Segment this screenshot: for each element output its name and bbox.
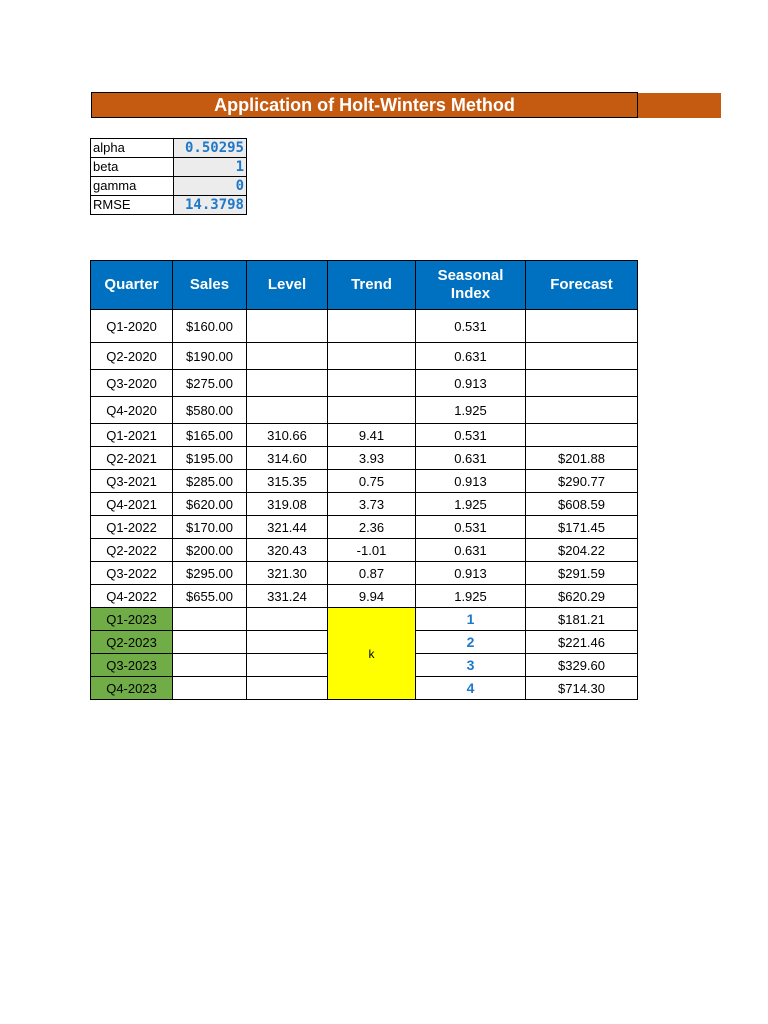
header-trend[interactable]: Trend [328, 261, 416, 310]
forecast-cell[interactable]: $204.22 [526, 539, 638, 562]
table-row [91, 585, 638, 608]
quarter-cell[interactable]: Q4-2020 [91, 397, 173, 424]
table-row [91, 397, 638, 424]
level-cell[interactable]: 321.30 [247, 562, 328, 585]
level-cell[interactable]: 314.60 [247, 447, 328, 470]
parameters-table [90, 138, 247, 215]
level-cell[interactable] [247, 397, 328, 424]
forecast-cell[interactable]: $291.59 [526, 562, 638, 585]
trend-cell[interactable] [328, 370, 416, 397]
trend-cell[interactable]: 9.94 [328, 585, 416, 608]
future-quarter-cell[interactable]: Q3-2023 [91, 654, 173, 677]
sheet-title-text: Application of Holt-Winters Method [214, 94, 515, 115]
quarter-cell[interactable]: Q3-2020 [91, 370, 173, 397]
sales-cell[interactable]: $580.00 [173, 397, 247, 424]
header-forecast[interactable]: Forecast [526, 261, 638, 310]
header-level[interactable]: Level [247, 261, 328, 310]
sales-cell[interactable]: $160.00 [173, 310, 247, 343]
quarter-cell[interactable]: Q3-2022 [91, 562, 173, 585]
parameter-name[interactable]: alpha [91, 139, 174, 158]
header-row [91, 261, 638, 310]
seasonal-index-cell[interactable]: 0.631 [416, 447, 526, 470]
quarter-cell[interactable]: Q2-2021 [91, 447, 173, 470]
seasonal-index-cell[interactable]: 0.631 [416, 343, 526, 370]
forecast-cell[interactable]: $329.60 [526, 654, 638, 677]
parameter-value[interactable]: 0 [174, 177, 247, 196]
sales-cell[interactable]: $655.00 [173, 585, 247, 608]
quarter-cell[interactable]: Q1-2020 [91, 310, 173, 343]
forecast-cell[interactable]: $171.45 [526, 516, 638, 539]
table-row [91, 424, 638, 447]
level-cell[interactable]: 319.08 [247, 493, 328, 516]
sales-cell[interactable] [173, 631, 247, 654]
level-cell[interactable] [247, 310, 328, 343]
seasonal-index-cell[interactable]: 1.925 [416, 585, 526, 608]
trend-cell[interactable]: 3.93 [328, 447, 416, 470]
trend-cell[interactable]: 0.75 [328, 470, 416, 493]
parameter-name[interactable]: RMSE [91, 196, 174, 215]
horizon-cell[interactable]: 3 [416, 654, 526, 677]
forecast-cell[interactable]: $290.77 [526, 470, 638, 493]
table-row [91, 516, 638, 539]
level-cell[interactable] [247, 608, 328, 631]
horizon-cell[interactable]: 2 [416, 631, 526, 654]
trend-cell[interactable] [328, 310, 416, 343]
header-seasonal-index[interactable]: Seasonal Index [416, 261, 526, 310]
sales-cell[interactable]: $165.00 [173, 424, 247, 447]
level-cell[interactable]: 331.24 [247, 585, 328, 608]
forecast-cell[interactable]: $201.88 [526, 447, 638, 470]
level-cell[interactable] [247, 654, 328, 677]
seasonal-index-cell[interactable]: 1.925 [416, 493, 526, 516]
forecast-cell[interactable]: $221.46 [526, 631, 638, 654]
sales-cell[interactable]: $620.00 [173, 493, 247, 516]
forecast-cell[interactable]: $620.29 [526, 585, 638, 608]
level-cell[interactable]: 315.35 [247, 470, 328, 493]
seasonal-index-cell[interactable]: 0.913 [416, 562, 526, 585]
forecast-cell[interactable] [526, 310, 638, 343]
quarter-cell[interactable]: Q3-2021 [91, 470, 173, 493]
forecast-cell[interactable]: $608.59 [526, 493, 638, 516]
trend-cell[interactable] [328, 343, 416, 370]
parameter-row [91, 139, 247, 158]
sales-cell[interactable]: $200.00 [173, 539, 247, 562]
quarter-cell[interactable]: Q1-2022 [91, 516, 173, 539]
quarter-cell[interactable]: Q1-2021 [91, 424, 173, 447]
quarter-cell[interactable]: Q4-2022 [91, 585, 173, 608]
level-cell[interactable] [247, 343, 328, 370]
horizon-cell[interactable]: 4 [416, 677, 526, 700]
seasonal-index-cell[interactable]: 1.925 [416, 397, 526, 424]
forecast-row [91, 608, 638, 631]
header-quarter[interactable]: Quarter [91, 261, 173, 310]
level-cell[interactable] [247, 370, 328, 397]
k-cell[interactable]: k [328, 608, 416, 700]
forecast-cell[interactable] [526, 424, 638, 447]
quarter-cell[interactable]: Q2-2020 [91, 343, 173, 370]
parameter-value[interactable]: 1 [174, 158, 247, 177]
sales-cell[interactable]: $285.00 [173, 470, 247, 493]
sales-cell[interactable]: $190.00 [173, 343, 247, 370]
parameter-value[interactable]: 14.3798 [174, 196, 247, 215]
forecast-cell[interactable] [526, 397, 638, 424]
forecast-cell[interactable] [526, 370, 638, 397]
trend-cell[interactable]: 9.41 [328, 424, 416, 447]
parameter-name[interactable]: gamma [91, 177, 174, 196]
level-cell[interactable]: 320.43 [247, 539, 328, 562]
sales-cell[interactable]: $195.00 [173, 447, 247, 470]
parameter-row [91, 158, 247, 177]
header-sales[interactable]: Sales [173, 261, 247, 310]
sales-cell[interactable]: $295.00 [173, 562, 247, 585]
table-row [91, 370, 638, 397]
table-row [91, 562, 638, 585]
seasonal-index-cell[interactable]: 0.531 [416, 516, 526, 539]
forecast-cell[interactable] [526, 343, 638, 370]
trend-cell[interactable]: 3.73 [328, 493, 416, 516]
future-quarter-cell[interactable]: Q1-2023 [91, 608, 173, 631]
trend-cell[interactable]: 2.36 [328, 516, 416, 539]
seasonal-index-cell[interactable]: 0.913 [416, 370, 526, 397]
table-row [91, 493, 638, 516]
quarter-cell[interactable]: Q2-2022 [91, 539, 173, 562]
table-row [91, 447, 638, 470]
sheet-title [91, 92, 638, 118]
table-row [91, 310, 638, 343]
title-bar-extension [638, 93, 721, 118]
trend-cell[interactable]: -1.01 [328, 539, 416, 562]
parameter-row [91, 177, 247, 196]
level-cell[interactable]: 310.66 [247, 424, 328, 447]
level-cell[interactable] [247, 631, 328, 654]
level-cell[interactable]: 321.44 [247, 516, 328, 539]
seasonal-index-cell[interactable]: 0.531 [416, 424, 526, 447]
table-row [91, 539, 638, 562]
seasonal-index-cell[interactable]: 0.913 [416, 470, 526, 493]
holt-winters-table [90, 260, 638, 700]
horizon-cell[interactable]: 1 [416, 608, 526, 631]
trend-cell[interactable]: 0.87 [328, 562, 416, 585]
sales-cell[interactable] [173, 608, 247, 631]
seasonal-index-cell[interactable]: 0.631 [416, 539, 526, 562]
forecast-cell[interactable]: $714.30 [526, 677, 638, 700]
table-row [91, 470, 638, 493]
level-cell[interactable] [247, 677, 328, 700]
sales-cell[interactable]: $275.00 [173, 370, 247, 397]
forecast-cell[interactable]: $181.21 [526, 608, 638, 631]
quarter-cell[interactable]: Q4-2021 [91, 493, 173, 516]
future-quarter-cell[interactable]: Q4-2023 [91, 677, 173, 700]
table-row [91, 343, 638, 370]
parameter-name[interactable]: beta [91, 158, 174, 177]
seasonal-index-cell[interactable]: 0.531 [416, 310, 526, 343]
sales-cell[interactable] [173, 677, 247, 700]
future-quarter-cell[interactable]: Q2-2023 [91, 631, 173, 654]
parameter-value[interactable]: 0.50295 [174, 139, 247, 158]
trend-cell[interactable] [328, 397, 416, 424]
sales-cell[interactable]: $170.00 [173, 516, 247, 539]
sales-cell[interactable] [173, 654, 247, 677]
parameter-row [91, 196, 247, 215]
